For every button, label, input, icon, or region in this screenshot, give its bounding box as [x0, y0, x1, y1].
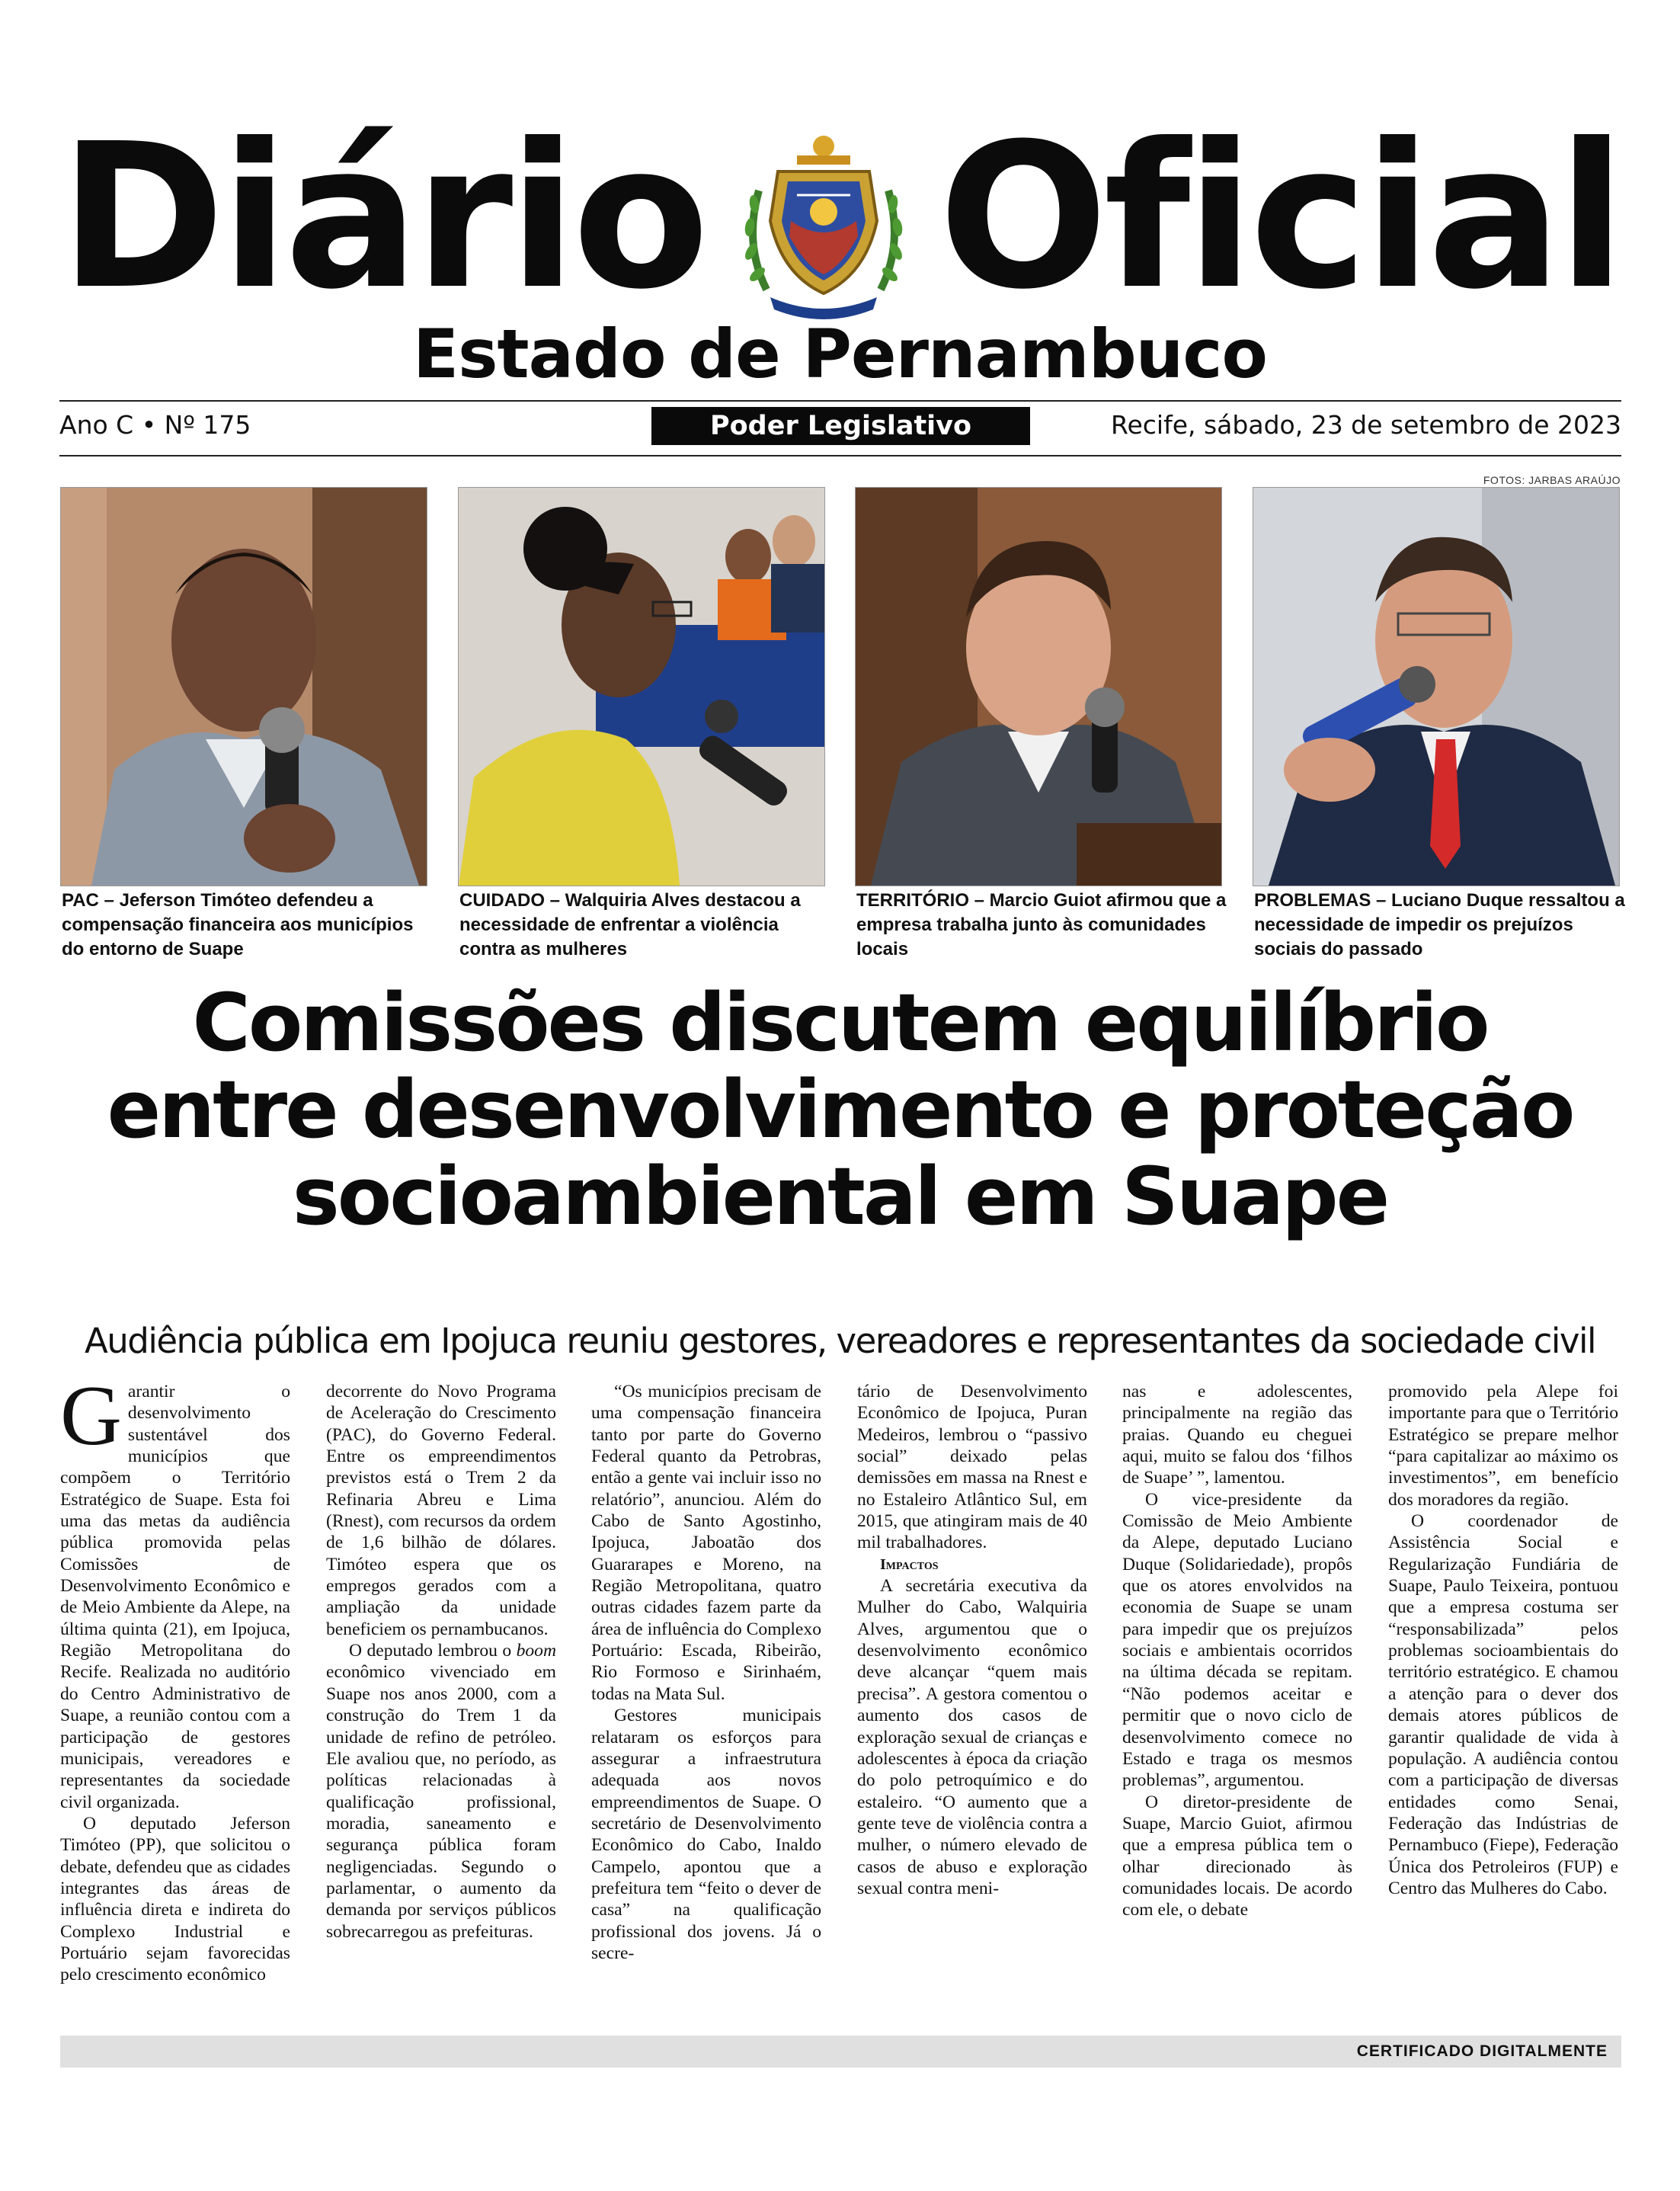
article-column-2 — [326, 1381, 556, 1943]
photo-caption: PAC – Jeferson Timóteo defendeu a compensação financeira aos municípios do entorno de Suape — [62, 890, 414, 959]
coat-of-arms-icon — [736, 130, 911, 320]
article-paragraph: O diretor-presidente de Suape, Marcio Guiot, afirmou que a empresa pública tem o olhar direcionado às comunidades locais. De acordo com ele, o debate — [1122, 1792, 1352, 1920]
article-paragraph: O deputado lembrou o boom econômico vivenciado em Suape nos anos 2000, com a construção do Trem 1 da unidade de refino de petróleo. Ele avaliou que, no período, as políticas relacionadas à qualificação profissional, moradia, saneamento e segurança pública foram negligenciadas. Segundo o parlamentar, o aumento da demanda por serviços públicos sobrecarregou as prefeituras. — [326, 1641, 556, 1942]
masthead-title-left: Diário — [59, 101, 706, 333]
article-paragraph: O deputado Jeferson Timóteo (PP), que solicitou o debate, defendeu que as cidades integrantes das áreas de influência direta e indireta do Complexo Industrial e Portuário sejam favorecidas pelo crescimento econômico — [60, 1813, 290, 1985]
article-paragraph: nas e adolescentes, principalmente na região das praias. Quando eu cheguei aqui, muito se falou dos ‘filhos de Suape’ ”, lamentou. — [1122, 1382, 1352, 1488]
masthead-title-right: Oficial — [938, 101, 1621, 333]
article-column-5 — [1122, 1381, 1352, 1921]
photo-caption: CUIDADO – Walquiria Alves destacou a necessidade de enfrentar a violência contra as mulheres — [459, 890, 801, 959]
masthead-rule-bottom — [59, 455, 1621, 456]
drop-cap: G — [60, 1369, 122, 1463]
photo-caption: TERRITÓRIO – Marcio Guiot afirmou que a empresa trabalha junto às comunidades locais — [856, 890, 1227, 959]
photo-jeferson-timoteo — [60, 487, 427, 886]
headline-line: entre desenvolvimento e proteção — [107, 1063, 1573, 1156]
photo-caption: PROBLEMAS – Luciano Duque ressaltou a necessidade de impedir os prejuízos sociais do passado — [1254, 890, 1625, 959]
photo-credit: FOTOS: JARBAS ARAÚJO — [1483, 474, 1621, 486]
footer-bar — [60, 2036, 1621, 2068]
photo-luciano-duque — [1253, 487, 1620, 886]
headline — [46, 976, 1634, 1243]
masthead-rule-top — [59, 400, 1621, 402]
article-column-1 — [60, 1369, 290, 1986]
dateline: Recife, sábado, 23 de setembro de 2023 — [1111, 410, 1621, 440]
article-paragraph: decorrente do Novo Programa de Aceleração do Crescimento (PAC), do Governo Federal. Entre os empreendimentos previstos está o Trem 2 da Refinaria Abreu e Lima (Rnest), com recursos da ordem de 1,6 bilhão de dólares. Timóteo espera que os empregos gerados com a ampliação da unidade beneficiem os pernambucanos. — [326, 1382, 556, 1639]
article-column-6 — [1388, 1381, 1618, 1899]
article-paragraph: Gestores municipais relataram os esforços para assegurar a infraestrutura adequada aos novos empreendimentos de Suape. O secretário de Desenvolvimento Econômico do Cabo, Inaldo Campelo, apontou que a prefeitura tem “feito o dever de casa” na qualificação profissional dos jovens. Já o secre- — [591, 1706, 821, 1963]
article-column-4 — [857, 1381, 1087, 1899]
article-column-3 — [591, 1381, 821, 1964]
masthead — [59, 101, 1621, 333]
section-subhead: Impactos — [880, 1555, 939, 1573]
headline-line: Comissões discutem equilíbrio — [192, 976, 1488, 1069]
article-paragraph: arantir o desenvolvimento sustentável dos municípios que compõem o Território Estratégico de Suape. Esta foi uma das metas da audiência pública promovida pelas Comissões de Desenvolvimento Econômico e de Meio Ambiente da Alepe, na última quinta (21), em Ipojuca, Região Metropolitana do Recife. Realizada no auditório do Centro Administrativo de Suape, a reunião contou com a participação de gestores municipais, vereadores e representantes da sociedade civil organizada. — [60, 1382, 290, 1812]
article-paragraph: tário de Desenvolvimento Econômico de Ipojuca, Puran Medeiros, lembrou o “passivo social” deixado pelas demissões em massa na Rnest e no Estaleiro Atlântico Sul, em 2015, que atingiram mais de 40 mil trabalhadores. — [857, 1382, 1087, 1553]
article-paragraph: promovido pela Alepe foi importante para que o Território Estratégico se prepare melhor “para capitalizar ao máximo os investimentos”, em benefício dos moradores da região. — [1388, 1382, 1618, 1510]
article-paragraph: A secretária executiva da Mulher do Cabo, Walquiria Alves, argumentou que o desenvolvimento econômico deve alcançar “quem mais precisa”. A gestora comentou o aumento dos casos de exploração sexual de crianças e adolescentes à época da criação do polo petroquímico e do estaleiro. “O aumento que a gente teve de violência contra a mulher, o número elevado de casos de abuso e exploração sexual contra meni- — [857, 1576, 1087, 1898]
masthead-subtitle: Estado de Pernambuco — [413, 315, 1267, 393]
certification-label: CERTIFICADO DIGITALMENTE — [1356, 2042, 1608, 2060]
edition-number: Ano C • Nº 175 — [59, 410, 251, 440]
headline-line: socioambiental em Suape — [292, 1150, 1388, 1243]
section-label: Poder Legislativo — [651, 407, 1030, 445]
article-paragraph: “Os municípios precisam de uma compensação financeira tanto por parte do Governo Federal quanto da Petrobras, então a gente vai incluir isso no relatório”, anunciou. Além do Cabo de Santo Agostinho, Ipojuca, Jaboatão dos Guararapes e Moreno, na Região Metropolitana, quatro outras cidades fazem parte da área de influência do Complexo Portuário: Escada, Ribeirão, Rio Formoso e Sirinhaém, todas na Mata Sul. — [591, 1382, 821, 1704]
deck-subheadline: Audiência pública em Ipojuca reuniu gestores, vereadores e representantes da sociedade civil — [85, 1321, 1595, 1361]
info-bar — [59, 407, 1621, 450]
photo-marcio-guiot — [855, 487, 1222, 886]
article-paragraph: O coordenador de Assistência Social e Regularização Fundiária de Suape, Paulo Teixeira, pontuou que a empresa costuma ser “responsabilizada” pelos problemas socioambientais do território estratégico. E chamou a atenção para o dever dos demais atores públicos de garantir qualidade de vida à população. A audiência contou com a participação de diversas entidades como Senai, Federação das Indústrias de Pernambuco (Fiepe), Federação Única dos Petroleiros (FUP) e Centro das Mulheres do Cabo. — [1388, 1511, 1618, 1898]
article-paragraph: O vice-presidente da Comissão de Meio Ambiente da Alepe, deputado Luciano Duque (Solidariedade), propôs que os atores envolvidos na economia de Suape se unam para impedir que os prejuízos sociais e ambientais ocorridos na última década se repitam. “Não podemos aceitar e permitir que o novo ciclo de desenvolvimento comece no Estado e traga os mesmos problemas”, argumentou. — [1122, 1489, 1352, 1791]
photo-walquiria-alves — [458, 487, 825, 886]
